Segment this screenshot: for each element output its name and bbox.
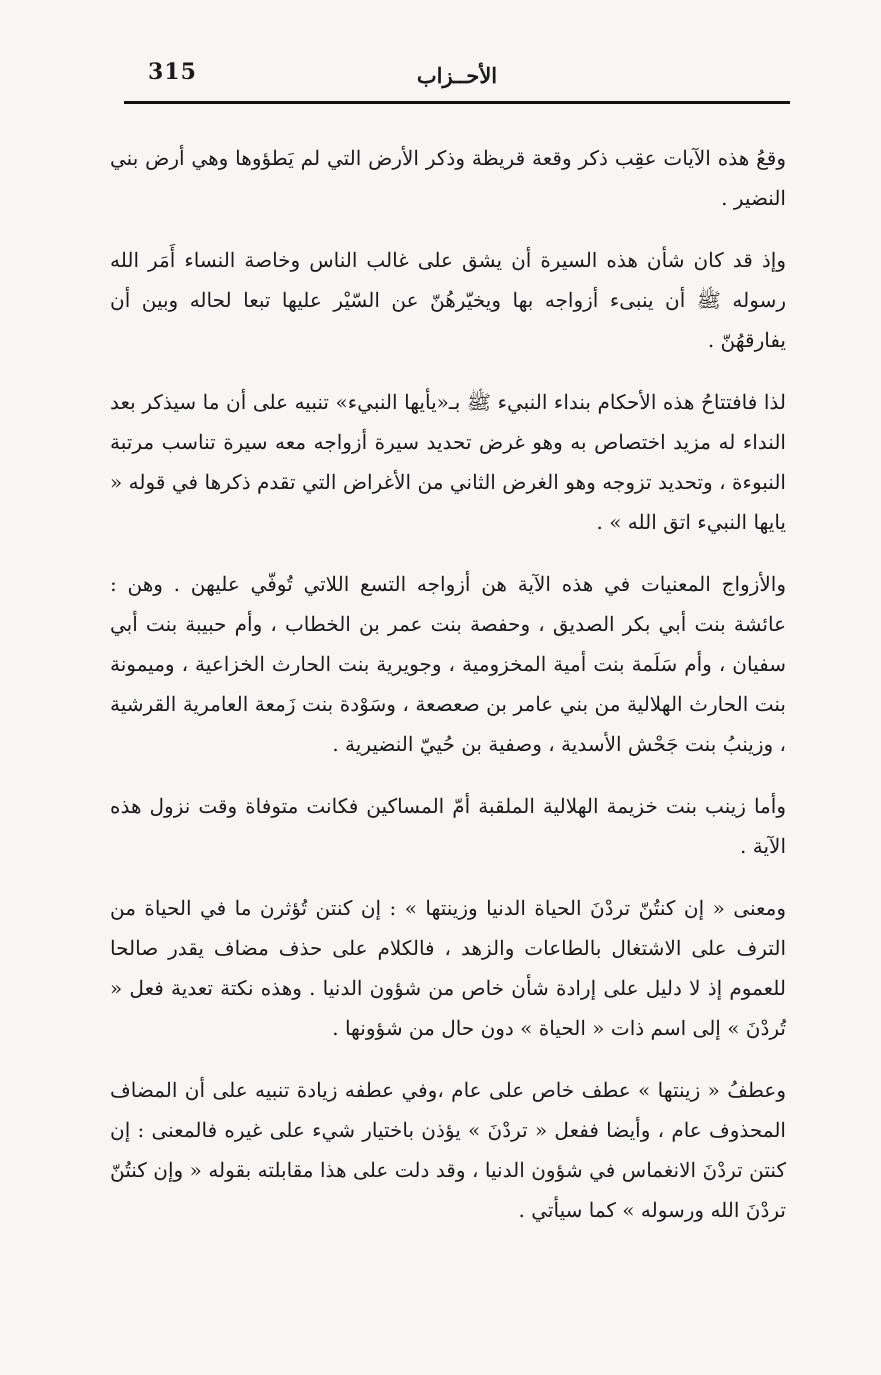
running-head [124,55,790,97]
paragraph-4: والأزواج المعنيات في هذه الآية هن أزواجه التسع اللاتي تُوفّي عليهن . وهن : عائشة بنت أبي بكر الصديق ، وحفصة بنت عمر بن الخطاب ، وأم حبيبة بنت أبي سفيان ، وأم سَلَمة بنت أمية المخزومية ، وجويرية بنت الحارث الخزاعية ، وميمونة بنت الحارث الهلالية من بني عامر بن صعصعة ، وسَوْدة بنت زَمعة العامرية القرشية ، وزينبُ بنت جَحْش الأسدية ، وصفية بن حُييّ النضيرية . [110,572,786,756]
page-number: 315 [148,59,197,85]
paragraph-3: لذا فافتتاحُ هذه الأحكام بنداء النبيء ﷺ بـ«يأيها النبيء» تنبيه على أن ما سيذكر بعد النداء له مزيد اختصاص به وهو غرض تحديد سيرة أزواجه معه سيرة تناسب مرتبة النبوءة ، وتحديد تزوجه وهو الغرض الثاني من الأغراض التي تقدم ذكرها في قوله « يايها النبيء اتق الله » . [110,390,786,534]
paragraph-5: وأما زينب بنت خزيمة الهلالية الملقبة أمّ المساكين فكانت متوفاة وقت نزول هذه الآية . [110,794,786,858]
paragraph-6: ومعنى « إن كنتُنّ تردْنَ الحياة الدنيا وزينتها » : إن كنتن تُؤثرن ما في الحياة من الترف على الاشتغال بالطاعات والزهد ، فالكلام على حذف مضاف يقدر صالحا للعموم إذ لا دليل على إرادة شأن خاص من شؤون الدنيا . وهذه نكتة تعدية فعل « تُردْنَ » إلى اسم ذات « الحياة » دون حال من شؤونها . [110,896,786,1040]
paragraph-1: وقعُ هذه الآيات عقِب ذكر وقعة قريظة وذكر الأرض التي لم يَطؤوها وهي أرض بني النضير . [110,146,786,210]
paragraph-7: وعطفُ « زينتها » عطف خاص على عام ،وفي عطفه زيادة تنبيه على أن المضاف المحذوف عام ، وأيضا ففعل « تردْنَ » يؤذن باختيار شيء على غيره فالمعنى : إن كنتن تردْنَ الانغماس في شؤون الدنيا ، وقد دلت على هذا مقابلته بقوله « وإن كنتُنّ تردْنَ الله ورسوله » كما سيأتي . [110,1078,786,1222]
chapter-title: الأحــزاب [416,63,498,88]
paragraph-2: وإذ قد كان شأن هذه السيرة أن يشق على غالب الناس وخاصة النساء أَمَر الله رسوله ﷺ أن ينبىء أزواجه بها ويخيّرهُنّ عن السّيْر عليها تبعا لحاله وبين أن يفارقهُنّ . [110,248,786,352]
body-text [110,138,786,1252]
header-rule [124,101,790,104]
